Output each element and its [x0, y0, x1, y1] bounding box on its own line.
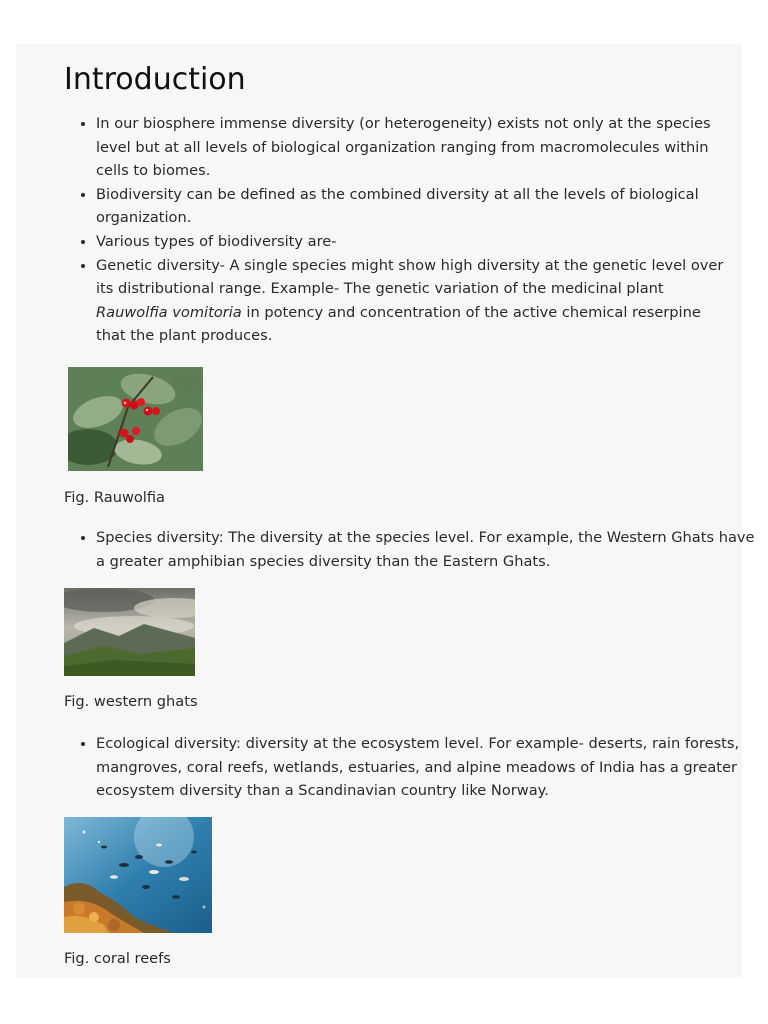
list-item-species-diversity: • Species diversity: The diversity at the species level. For example, the Western Ghats have a greater amphibian species diversity than the Eastern Ghats.: [96, 526, 760, 573]
content-area: [64, 60, 755, 967]
page-title: Introduction: [64, 62, 246, 97]
rauwolfia-image: [68, 367, 203, 471]
figure-caption-rauwolfia: Fig. Rauwolfia: [64, 489, 165, 506]
figure-caption-coral-reefs: Fig. coral reefs: [64, 950, 171, 967]
ecological-list: [64, 732, 760, 803]
list-item: • Various types of biodiversity are-: [96, 230, 728, 254]
figure-caption-western-ghats: Fig. western ghats: [64, 693, 198, 710]
species-name-italic: Rauwolfia vomitoria: [96, 303, 242, 321]
list-item: • Biodiversity can be defined as the combined diversity at all the levels of biological organization.: [96, 183, 728, 230]
genetic-text-before: Genetic diversity- A single species might show high diversity at the genetic level over its distributional range. Example- The genetic variation of the medicinal plant: [96, 256, 724, 298]
western-ghats-image: [64, 588, 195, 676]
list-item-genetic-diversity: [96, 254, 728, 348]
intro-list: [64, 112, 728, 348]
document-page: [16, 44, 755, 978]
species-list: [64, 526, 760, 573]
coral-reefs-image: [64, 817, 212, 933]
list-item-ecological-diversity: • Ecological diversity: diversity at the ecosystem level. For example- deserts, rain forests, mangroves, coral reefs, wetlands, estuaries, and alpine meadows of India has a greater ecosystem diversity than a Scandinavian country like Norway.: [96, 732, 760, 803]
genetic-text-after: in potency and concentration of the active chemical reserpine that the plant produces.: [96, 303, 701, 345]
list-item: • In our biosphere immense diversity (or heterogeneity) exists not only at the species level but at all levels of biological organization ranging from macromolecules within cells to biomes.: [96, 112, 728, 183]
